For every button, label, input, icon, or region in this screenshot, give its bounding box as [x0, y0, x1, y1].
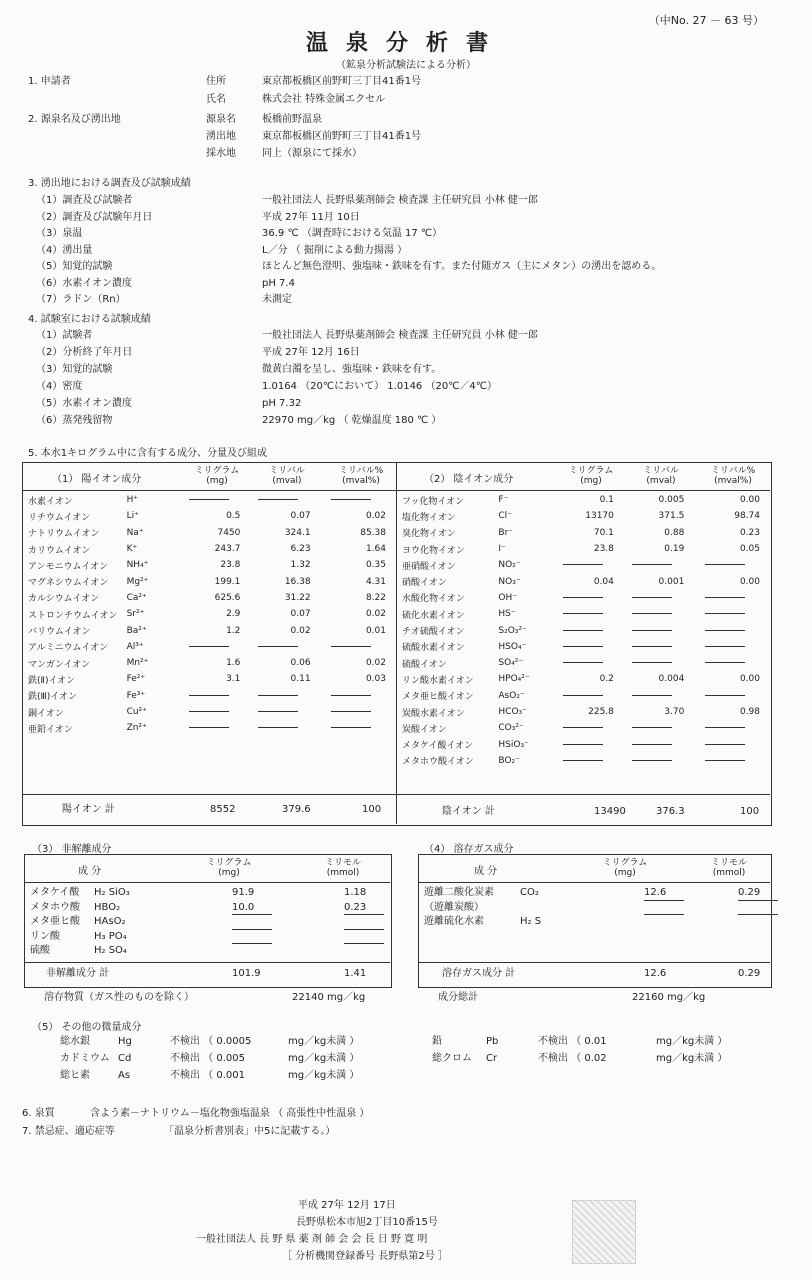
cation-col-mg: ミリグラム (mg): [194, 466, 240, 486]
ion-row: マグネシウムイオン Mg²⁺ 199.1 16.38 4.31: [28, 576, 386, 589]
ion-row: 硫酸水素イオン HSO₄⁻: [402, 639, 766, 655]
cation-title: （1） 陽イオン成分: [52, 474, 142, 485]
ion-row: メタケイ酸イオン HSiO₃⁻: [402, 736, 766, 752]
ion-row: 水素イオン H⁺: [28, 492, 392, 508]
anion-col-pct: ミリバル% (mval%): [710, 466, 756, 486]
nondiss-col-mg: ミリグラム (mg): [206, 858, 252, 878]
gas-title: （4） 溶存ガス成分: [424, 844, 514, 855]
gas-col-name: 成 分: [474, 866, 498, 877]
ion-row: 炭酸イオン CO₃²⁻: [402, 720, 766, 736]
gas-col-mg: ミリグラム (mg): [602, 858, 648, 878]
ion-row: 硫化水素イオン HS⁻: [402, 606, 766, 622]
ion-row: 亜鉛イオン Zn²⁺: [28, 720, 392, 736]
ion-row: 硫酸イオン SO₄²⁻: [402, 655, 766, 671]
ion-row: アンモニウムイオン NH₄⁺ 23.8 1.32 0.35: [28, 560, 386, 572]
ion-row: リン酸水素イオン HPO₄²⁻ 0.2 0.004 0.00: [402, 674, 760, 686]
trace-title: （5） その他の微量成分: [32, 1022, 142, 1033]
ion-row: ヨウ化物イオン I⁻ 23.8 0.19 0.05: [402, 544, 760, 556]
ion-row: 鉄(Ⅲ)イオン Fe³⁺: [28, 688, 392, 704]
ion-row: 水酸化物イオン OH⁻: [402, 590, 766, 606]
document-number: （中No. 27 － 63 号）: [648, 14, 764, 27]
ion-row: メタホウ酸イオン BO₂⁻: [402, 753, 766, 769]
ion-row: チオ硫酸イオン S₂O₃²⁻: [402, 622, 766, 638]
ion-row: バリウムイオン Ba²⁺ 1.2 0.02 0.01: [28, 625, 386, 638]
cation-col-mval: ミリバル (mval): [269, 466, 305, 486]
ion-row: マンガンイオン Mn²⁺ 1.6 0.06 0.02: [28, 658, 386, 670]
ion-row: フッ化物イオン F⁻ 0.1 0.005 0.00: [402, 495, 760, 507]
page-title: 温泉分析書: [305, 31, 506, 56]
ion-row: 硝酸イオン NO₃⁻ 0.04 0.001 0.00: [402, 576, 760, 589]
ion-row: メタ亜ヒ酸イオン AsO₂⁻: [402, 688, 766, 704]
cation-table: [28, 492, 392, 736]
anion-col-mval: ミリバル (mval): [643, 466, 679, 486]
ion-row: 亜硝酸イオン NO₂⁻: [402, 557, 766, 573]
nondiss-col-mmol: ミリモル (mmol): [324, 858, 361, 878]
ion-row: 鉄(Ⅱ)イオン Fe²⁺ 3.1 0.11 0.03: [28, 674, 386, 686]
ion-row: カリウムイオン K⁺ 243.7 6.23 1.64: [28, 544, 386, 556]
ion-row: カルシウムイオン Ca²⁺ 625.6 31.22 8.22: [28, 592, 386, 605]
ion-row: 銅イオン Cu²⁺: [28, 704, 392, 720]
ion-row: ストロンチウムイオン Sr²⁺ 2.9 0.07 0.02: [28, 609, 386, 621]
ion-row: ナトリウムイオン Na⁺ 7450 324.1 85.38: [28, 527, 386, 540]
anion-table: [402, 492, 766, 769]
gas-col-mmol: ミリモル (mmol): [710, 858, 747, 878]
ion-row: 塩化物イオン Cl⁻ 13170 371.5 98.74: [402, 511, 760, 523]
cation-col-pct: ミリバル% (mval%): [338, 466, 384, 486]
page-subtitle: （鉱泉分析試験法による分析）: [336, 60, 476, 71]
official-seal: [572, 1200, 636, 1264]
ion-row: リチウムイオン Li⁺ 0.5 0.07 0.02: [28, 511, 386, 523]
ion-row: アルミニウムイオン Al³⁺: [28, 639, 392, 655]
nondiss-col-name: 成 分: [78, 866, 102, 877]
ion-row: 炭酸水素イオン HCO₃⁻ 225.8 3.70 0.98: [402, 707, 760, 719]
ion-row: 臭化物イオン Br⁻ 70.1 0.88 0.23: [402, 527, 760, 540]
anion-col-mg: ミリグラム (mg): [568, 466, 614, 486]
nondiss-title: （3） 非解離成分: [32, 844, 112, 855]
anion-title: （2） 陰イオン成分: [424, 474, 514, 485]
